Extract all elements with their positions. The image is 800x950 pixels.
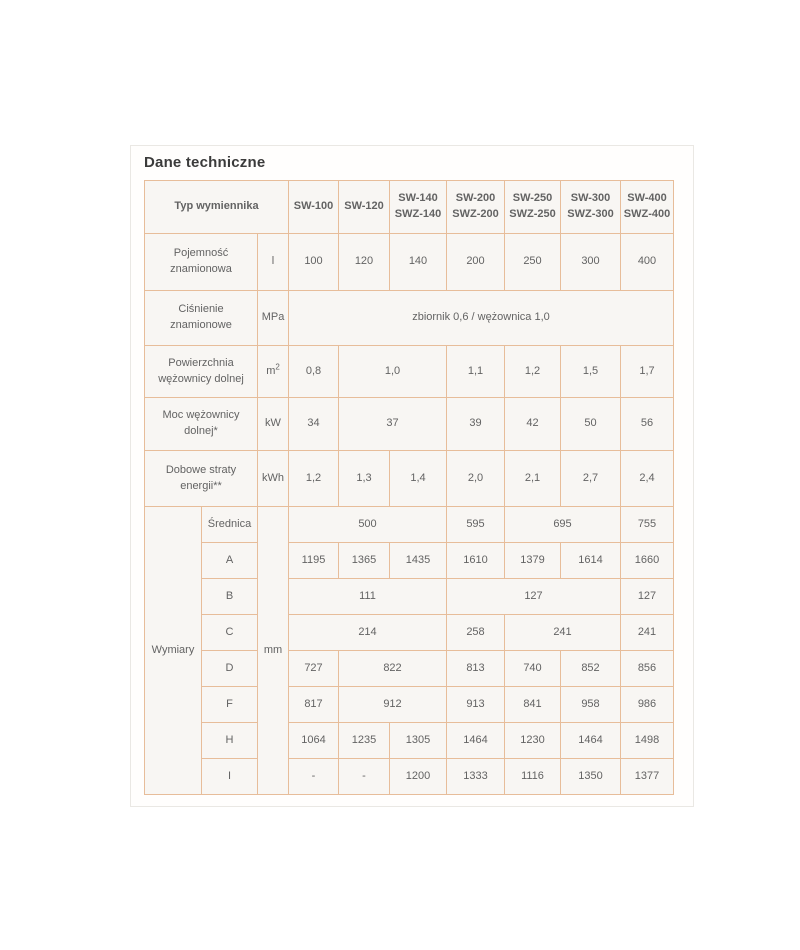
value-cell: 241	[621, 615, 674, 651]
value-cell: 1464	[447, 723, 505, 759]
dimension-row-label: B	[202, 579, 258, 615]
value-cell: 1200	[390, 759, 447, 795]
value-cell: 912	[339, 687, 447, 723]
value-cell: -	[289, 759, 339, 795]
value-cell: 1614	[561, 543, 621, 579]
table-row	[145, 651, 674, 687]
technical-data-panel	[130, 145, 694, 807]
value-cell: 200	[447, 234, 505, 291]
value-cell: 1498	[621, 723, 674, 759]
value-cell: 852	[561, 651, 621, 687]
table-row	[145, 615, 674, 651]
value-cell: 34	[289, 398, 339, 451]
value-cell: 841	[505, 687, 561, 723]
unit-cell: $m^2$	[258, 346, 289, 398]
value-cell: 1,4	[390, 451, 447, 507]
value-cell: 822	[339, 651, 447, 687]
dimension-row-label: D	[202, 651, 258, 687]
value-cell: 1,2	[289, 451, 339, 507]
unit-cell: kW	[258, 398, 289, 451]
value-cell: 1379	[505, 543, 561, 579]
value-cell: 0,8	[289, 346, 339, 398]
value-cell: 1,5	[561, 346, 621, 398]
value-cell: 39	[447, 398, 505, 451]
table-row	[145, 543, 674, 579]
value-cell: 37	[339, 398, 447, 451]
column-header: SW-120	[339, 181, 390, 234]
value-cell: 817	[289, 687, 339, 723]
table-row	[145, 451, 674, 507]
value-cell: 1377	[621, 759, 674, 795]
value-cell: zbiornik 0,6 / wężownica 1,0	[289, 291, 674, 346]
column-header: SW-400 SWZ-400	[621, 181, 674, 234]
section-title: Dane techniczne	[144, 154, 266, 171]
value-cell: 120	[339, 234, 390, 291]
dimension-row-label: C	[202, 615, 258, 651]
unit-cell: kWh	[258, 451, 289, 507]
value-cell: 111	[289, 579, 447, 615]
value-cell: 755	[621, 507, 674, 543]
value-cell: 813	[447, 651, 505, 687]
value-cell: 400	[621, 234, 674, 291]
dimension-row-label: H	[202, 723, 258, 759]
unit-cell: MPa	[258, 291, 289, 346]
column-header: SW-200 SWZ-200	[447, 181, 505, 234]
value-cell: 727	[289, 651, 339, 687]
row-label: Pojemność znamionowa	[145, 234, 258, 291]
column-header: SW-100	[289, 181, 339, 234]
dimension-row-label: I	[202, 759, 258, 795]
table-row	[145, 507, 674, 543]
value-cell: 1365	[339, 543, 390, 579]
value-cell: 300	[561, 234, 621, 291]
column-header: SW-140 SWZ-140	[390, 181, 447, 234]
table-row	[145, 759, 674, 795]
value-cell: 740	[505, 651, 561, 687]
value-cell: 2,4	[621, 451, 674, 507]
value-cell: 241	[505, 615, 621, 651]
value-cell: 1350	[561, 759, 621, 795]
table-row	[145, 579, 674, 615]
table-row	[145, 346, 674, 398]
value-cell: 500	[289, 507, 447, 543]
value-cell: 2,1	[505, 451, 561, 507]
dimension-group-label: Wymiary	[145, 507, 202, 795]
value-cell: 1064	[289, 723, 339, 759]
value-cell: 1230	[505, 723, 561, 759]
value-cell: 42	[505, 398, 561, 451]
value-cell: 1235	[339, 723, 390, 759]
value-cell: 1,3	[339, 451, 390, 507]
row-label: Dobowe straty energii**	[145, 451, 258, 507]
value-cell: 695	[505, 507, 621, 543]
value-cell: -	[339, 759, 390, 795]
value-cell: 1116	[505, 759, 561, 795]
value-cell: 1464	[561, 723, 621, 759]
value-cell: 595	[447, 507, 505, 543]
technical-data-table	[144, 180, 674, 795]
value-cell: 958	[561, 687, 621, 723]
value-cell: 1610	[447, 543, 505, 579]
value-cell: 1305	[390, 723, 447, 759]
row-label: Moc wężownicy dolnej*	[145, 398, 258, 451]
value-cell: 1333	[447, 759, 505, 795]
value-cell: 127	[621, 579, 674, 615]
table-row	[145, 723, 674, 759]
value-cell: 2,7	[561, 451, 621, 507]
dimension-row-label: A	[202, 543, 258, 579]
value-cell: 127	[447, 579, 621, 615]
unit-cell: mm	[258, 507, 289, 795]
value-cell: 913	[447, 687, 505, 723]
value-cell: 214	[289, 615, 447, 651]
table-header-label: Typ wymiennika	[145, 181, 289, 234]
column-header: SW-250 SWZ-250	[505, 181, 561, 234]
value-cell: 1660	[621, 543, 674, 579]
value-cell: 1,7	[621, 346, 674, 398]
value-cell: 258	[447, 615, 505, 651]
value-cell: 56	[621, 398, 674, 451]
value-cell: 1435	[390, 543, 447, 579]
value-cell: 1,2	[505, 346, 561, 398]
table-row	[145, 181, 674, 234]
value-cell: 2,0	[447, 451, 505, 507]
value-cell: 140	[390, 234, 447, 291]
column-header: SW-300 SWZ-300	[561, 181, 621, 234]
dimension-row-label: Średnica	[202, 507, 258, 543]
row-label: Powierzchnia wężownicy dolnej	[145, 346, 258, 398]
row-label: Ciśnienie znamionowe	[145, 291, 258, 346]
value-cell: 1,1	[447, 346, 505, 398]
value-cell: 50	[561, 398, 621, 451]
value-cell: 986	[621, 687, 674, 723]
table-row	[145, 398, 674, 451]
value-cell: 250	[505, 234, 561, 291]
value-cell: 856	[621, 651, 674, 687]
table-row	[145, 291, 674, 346]
table-row	[145, 234, 674, 291]
dimension-row-label: F	[202, 687, 258, 723]
table-row	[145, 687, 674, 723]
unit-cell: l	[258, 234, 289, 291]
value-cell: 100	[289, 234, 339, 291]
value-cell: 1,0	[339, 346, 447, 398]
value-cell: 1195	[289, 543, 339, 579]
